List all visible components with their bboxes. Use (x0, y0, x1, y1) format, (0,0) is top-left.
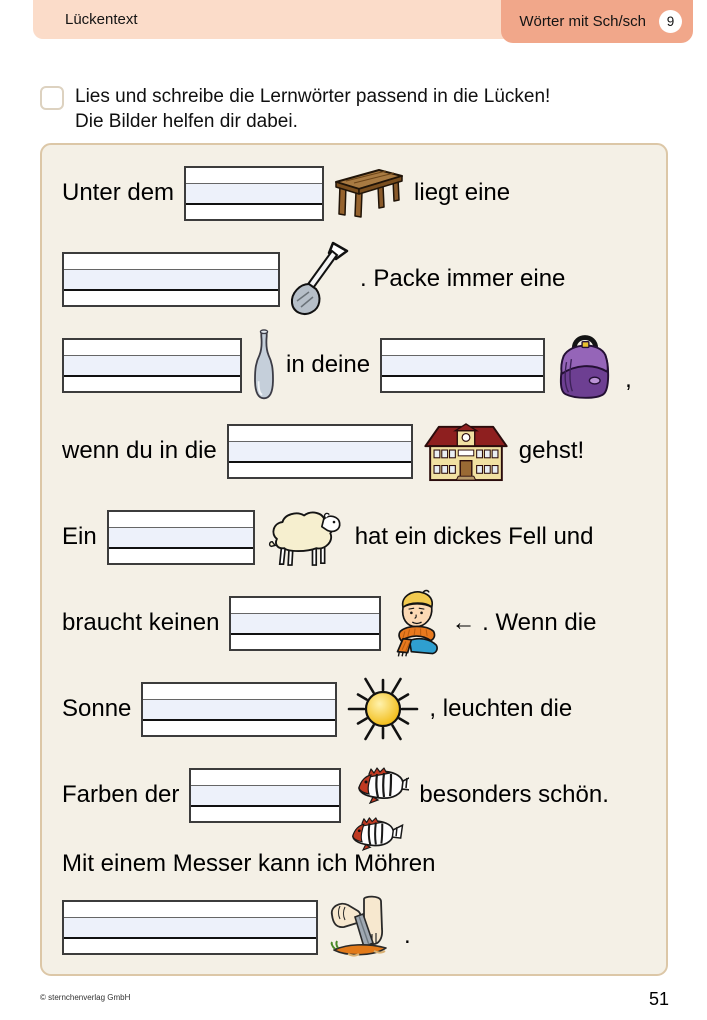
answer-blank-shovel[interactable] (62, 252, 280, 307)
sentence-text: besonders schön. (419, 781, 609, 808)
lesson-number-badge: 9 (659, 10, 682, 33)
answer-blank-school-bag[interactable] (380, 338, 545, 393)
sentence-row-1 (62, 150, 646, 236)
instruction-block (40, 84, 550, 134)
sentence-text: wenn du in die (62, 437, 217, 464)
sheep-icon (265, 508, 345, 566)
copyright-text: © sternchenverlag GmbH (40, 993, 131, 1002)
sentence-text: Unter dem (62, 179, 175, 206)
answer-blank-sheep[interactable] (107, 510, 255, 565)
boy-with-scarf-icon (391, 588, 441, 658)
answer-blank-sun[interactable] (141, 682, 337, 737)
header-topic-tab (501, 0, 693, 43)
sentence-text: braucht keinen (62, 609, 220, 636)
sentence-row-4 (62, 408, 646, 494)
sentence-text: in deine (286, 351, 371, 378)
instruction-line-2: Die Bilder helfen dir dabei. (75, 111, 298, 132)
sentence-row-5 (62, 494, 646, 580)
sentence-text: , (625, 366, 632, 393)
sun-icon (347, 671, 419, 747)
answer-blank-school[interactable] (227, 424, 413, 479)
instruction-line-1: Lies und schreibe die Lernwörter passend in die Lücken! (75, 86, 551, 107)
sentence-text: gehst! (518, 437, 585, 464)
shovel-icon (290, 240, 350, 318)
sentence-text: Farben der (62, 781, 180, 808)
sentence-row-8 (62, 752, 646, 838)
answer-blank-table[interactable] (184, 166, 324, 221)
worksheet-panel (40, 143, 668, 976)
sentence-row-7 (62, 666, 646, 752)
sentence-row-6 (62, 580, 646, 666)
peeling-carrot-icon (328, 895, 394, 959)
sentence-row-10 (62, 890, 646, 964)
bottle-icon (252, 329, 276, 401)
sentence-text: liegt eine (414, 179, 511, 206)
sentence-text: . (404, 922, 411, 949)
fish-icon (351, 766, 409, 854)
table-icon (334, 167, 404, 219)
sentence-text: Sonne (62, 695, 132, 722)
answer-blank-bottle[interactable] (62, 338, 242, 393)
topic-title: Wörter mit Sch/sch (519, 13, 646, 30)
sentence-text: hat ein dickes Fell und (354, 523, 594, 550)
sentence-text: Ein (62, 523, 97, 550)
sentence-text: . Packe immer eine (360, 265, 566, 292)
answer-blank-fish[interactable] (189, 768, 341, 823)
instruction-text (75, 84, 550, 134)
page-title: Lückentext (65, 11, 138, 28)
sentence-text: Mit einem Messer kann ich Möhren (62, 850, 436, 877)
sentence-row-2 (62, 236, 646, 322)
task-checkbox[interactable] (40, 86, 64, 110)
school-bag-icon (555, 329, 615, 401)
answer-blank-peel[interactable] (62, 900, 318, 955)
sentence-text: , leuchten die (429, 695, 573, 722)
sentence-text: ← . Wenn die (451, 609, 597, 636)
page-number: 51 (648, 989, 669, 1009)
sentence-row-3 (62, 322, 646, 408)
school-building-icon (423, 420, 509, 482)
answer-blank-scarf[interactable] (229, 596, 381, 651)
